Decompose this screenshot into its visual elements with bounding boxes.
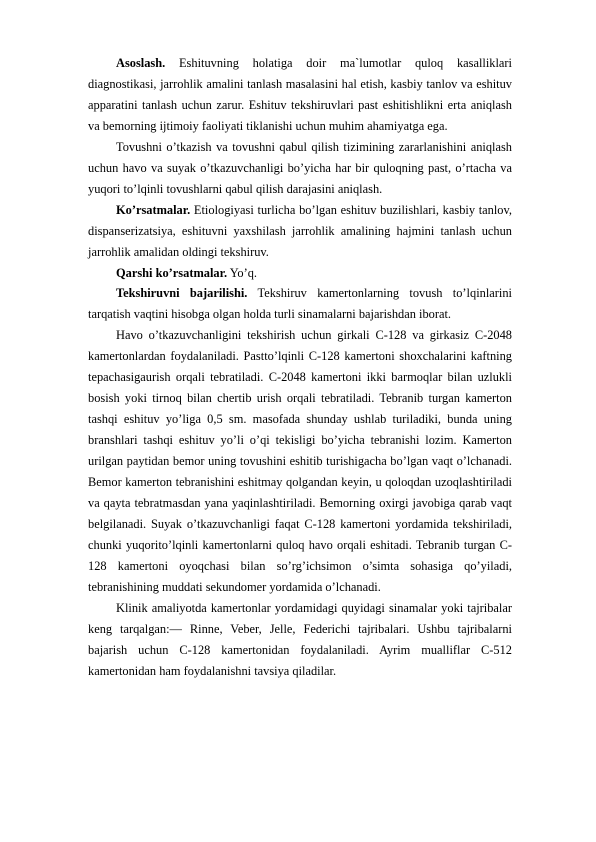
paragraph-heading: Ko’rsatmalar. <box>116 202 191 217</box>
paragraph-body: Yo’q. <box>227 265 258 280</box>
paragraph-indications <box>88 200 512 263</box>
paragraph-procedure <box>88 283 512 325</box>
paragraph-body: Tekshiruv kamertonlarning tovush to’lqinlarini tarqatish vaqtini hisobga olgan holda turli sinamalarni bajarishdan iborat. <box>88 286 512 322</box>
paragraph-heading: Qarshi ko’rsatmalar. <box>116 265 228 280</box>
paragraph-body: Eshituvning holatiga doir ma`lumotlar quloq kasalliklari diagnostikasi, jarrohlik amalini tanlash masalasini hal etish, kasbiy tanlov va eshituv apparatini tanlash uchun zarur. Eshituv tekshiruvlari past eshitishlikni erta aniqlash va bemorning ijtimoiy faoliyati tiklanishi uchun muhim ahamiyatga ega. <box>88 56 512 133</box>
paragraph-body: Etiologiyasi turlicha bo’lgan eshituv buzilishlari, kasbiy tanlov, dispanserizatsiya, eshituvni yaxshilash jarrohlik amalining hajmini tanlash uchun jarrohlik amalidan oldingi tekshiruv. <box>88 202 512 259</box>
paragraph-purpose <box>88 137 512 200</box>
paragraph-clinical-tests <box>88 598 512 682</box>
paragraph-heading: Tekshiruvni bajarilishi. <box>116 286 248 301</box>
body-text <box>88 53 512 682</box>
paragraph-body: Tovushni o’tkazish va tovushni qabul qilish tizimining zararlanishini aniqlash uchun havo va suyak o’tkazuvchanligi bo’yicha har bir quloqning past, o’rtacha va yuqori to’lqinli tovushlarni qabul qilish darajasini aniqlash. <box>88 139 512 196</box>
paragraph-heading: Asoslash. <box>116 56 166 70</box>
paragraph-air-conduction <box>88 325 512 597</box>
paragraph-rationale <box>88 53 512 137</box>
paragraph-body: Klinik amaliyotda kamertonlar yordamidagi quyidagi sinamalar yoki tajribalar keng tarqalgan:— Rinne, Veber, Jelle, Federichi tajribalari. Ushbu tajribalarni bajarish uchun C-128 kamertonidan foydalaniladi. Ayrim mualliflar C-512 kamertonidan ham foydalanishni tavsiya qiladilar. <box>88 600 512 678</box>
paragraph-body: Havo o’tkazuvchanligini tekshirish uchun girkali C-128 va girkasiz C-2048 kamertonlardan foydalaniladi. Pastto’lqinli C-128 kamertoni shoxchalarini kaftning tepachasigaurish orqali tebratiladi. C-2048 kamertoni ikki barmoqlar bilan uzlukli bosish yoki tirnoq bilan chertib urish orqali tebratiladi. Tebranib turgan kamerton tashqi eshituv yo’liga 0,5 sm. masofada shunday ushlab turiladiki, bunda uning branshlari tashqi eshituv yo’li o’qi tekisligi bo’yicha tebranishi lozim. Kamerton urilgan paytidan bemor uning tovushini eshitib turishigacha bo’lgan vaqt o’lchanadi. Bemor kamerton tebranishini eshitmay qolgandan keyin, u qoloqdan uzoqlashtiriladi va qayta tebratmasdan yana yaqinlashtiriladi. Bemorning oxirgi javobiga qarab vaqt belgilanadi. Suyak o’tkazuvchanligi faqat C-128 kamertoni yordamida tekshiriladi, chunki yuqorito’lqinli kamertonlarni quloq havo orqali eshitadi. Tebranib turgan C-128 kamertoni oyoqchasi bilan so’rg’ichsimon o’simta sohasiga qo’yiladi, tebranishining muddati sekundomer yordamida o’lchanadi. <box>88 328 512 594</box>
paragraph-contraindications <box>88 263 512 284</box>
